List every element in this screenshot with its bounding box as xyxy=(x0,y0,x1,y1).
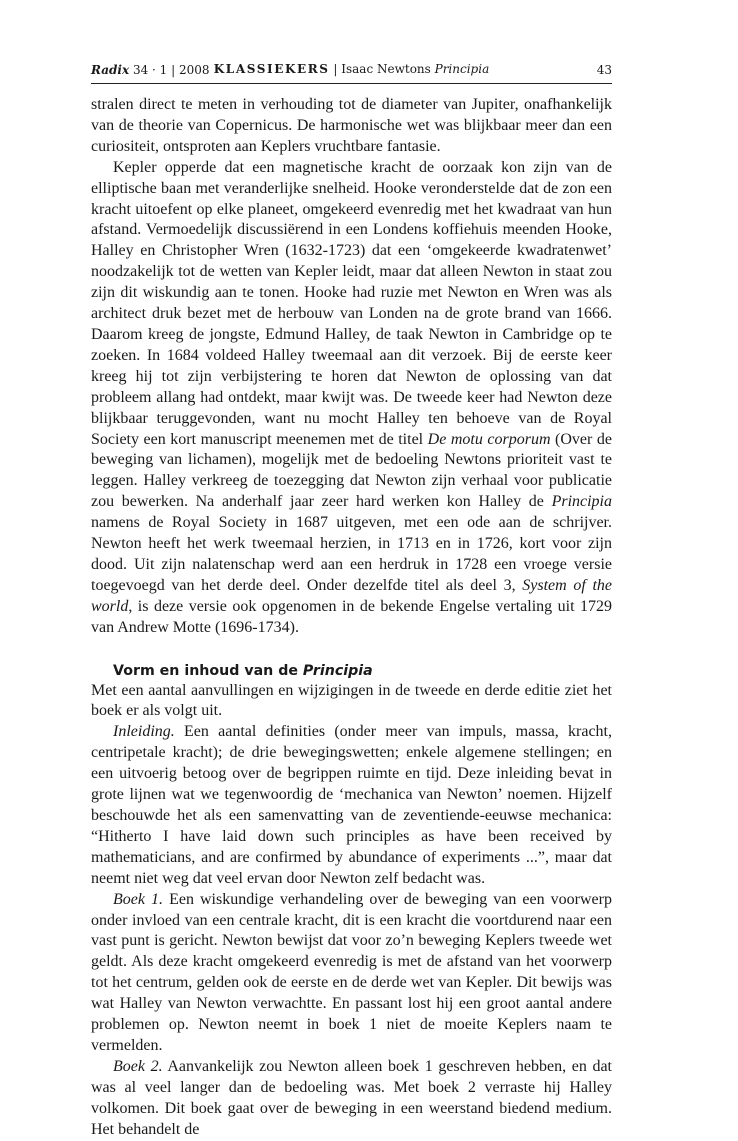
header-separator: | xyxy=(329,62,342,76)
inleiding-label: Inleiding. xyxy=(113,723,175,741)
boek-2-label: Boek 2. xyxy=(113,1057,163,1075)
running-header xyxy=(91,61,612,84)
section-heading: Vorm en inhoud van de Principia xyxy=(113,662,373,679)
paragraph-1: stralen direct te meten in verhouding tot de diameter van Jupiter, onafhankelijk van de theorie van Copernicus. De harmonische wet was blijkbaar meer dan een curiositeit, ontsproten aan Keplers vruchtbare fantasie. xyxy=(91,96,612,155)
paragraph-2: Kepler opperde dat een magnetische kracht de oorzaak kon zijn van de elliptische baan met veranderlijke snelheid. Hooke veronderstelde dat de zon een kracht uitoefent op elke planeet, omgekeerd evenredig met het kwadraat van hun afstand. Vermoedelijk discussiërend in een Londens koffiehuis meenden Hooke, Halley en Christopher Wren (1632-1723) dat een ‘omgekeerde kwadratenwet’ noodzakelijk tot de wetten van Kepler leidt, maar dat alleen Newton in staat zou zijn dit wiskundig aan te tonen. Hooke had ruzie met Newton en Wren was als architect druk bezet met de herbouw van Londen na de grote brand van 1666. Daarom kreeg de jongste, Edmund Halley, de taak Newton in Cambridge op te zoeken. In 1684 voldeed Halley tweemaal aan dit verzoek. Bij de eerste keer kreeg hij tot zijn verbijstering te horen dat Newton de oplossing van dat probleem allang had ontdekt, maar kwijt was. De tweede keer had Newton deze blijkbaar teruggevonden, want nu mocht Halley ten behoeve van de Royal Society een kort manuscript meenemen met de titel De motu corporum (Over de beweging van lichamen), mogelijk met de bedoeling Newtons prioriteit vast te leggen. Halley verkreeg de toezegging dat Newton zijn verhaal voor publicatie zou bewerken. Na anderhalf jaar zeer hard werken kon Halley de Principia namens de Royal Society in 1687 uitgeven, met een ode aan de schrijver. Newton heeft het werk tweemaal herzien, in 1713 en in 1726, kort voor zijn dood. Uit zijn nalatenschap werd aan een herdruk in 1728 een vroege versie toegevoegd van het derde deel. Onder dezelfde titel als deel 3, System of the world, is deze versie ook opgenomen in de bekende Engelse vertaling uit 1729 van Andrew Motte (1696-1734). xyxy=(91,158,612,636)
paragraph-boek-2: Boek 2. Aanvankelijk zou Newton alleen boek 1 geschreven hebben, en dat was al veel langer dan de bedoeling was. Met boek 2 verraste hij Halley volkomen. Dit boek gaat over de beweging in een weerstand biedend medium. Het behandelt de xyxy=(91,1057,612,1138)
article-body xyxy=(91,95,612,1141)
section-name: KLASSIEKERS xyxy=(213,62,330,76)
page-number: 43 xyxy=(596,63,612,77)
journal-name: Radix xyxy=(91,63,130,77)
article-header xyxy=(91,62,612,76)
paragraph-3: Met een aantal aanvullingen en wijzigingen in de tweede en derde editie ziet het boek er als volgt uit. xyxy=(91,681,612,720)
paragraph-boek-1: Boek 1. Een wiskundige verhandeling over de beweging van een voorwerp onder invloed van een centrale kracht, dit is een kracht die voortdurend naar een vast punt is gericht. Newton bewijst dat voor zo’n beweging Keplers tweede wet geldt. Als deze kracht omgekeerd evenredig is met de afstand van het voorwerp tot het centrum, gelden ook de eerste en de derde wet van Kepler. Dit bewijs was wat Halley van Newton verwachtte. En passant lost hij een groot aantal andere problemen op. Newton neemt in boek 1 niet de moeite Keplers naam te vermelden. xyxy=(91,890,612,1054)
issue-info: 34 · 1 | 2008 xyxy=(132,63,210,77)
article-title: Isaac Newtons Principia xyxy=(341,62,490,76)
boek-1-label: Boek 1. xyxy=(113,890,164,908)
paragraph-inleiding: Inleiding. Een aantal definities (onder meer van impuls, massa, kracht, centripetale kracht); de drie bewegingswetten; enkele algemene stellingen; en een uitvoerig betoog over de begrippen ruimte en tijd. Deze inleiding bevat in grote lijnen wat we tegenwoordig de ‘mechanica van Newton’ noemen. Hijzelf beschouwde het als een samenvatting van de zeventiende-eeuwse mechanica: “Hitherto I have laid down such principles as have been received by mathematicians, and are confirmed by abundance of experiments ...”, maar dat neemt niet weg dat veel ervan door Newton zelf bedacht was. xyxy=(91,723,612,887)
